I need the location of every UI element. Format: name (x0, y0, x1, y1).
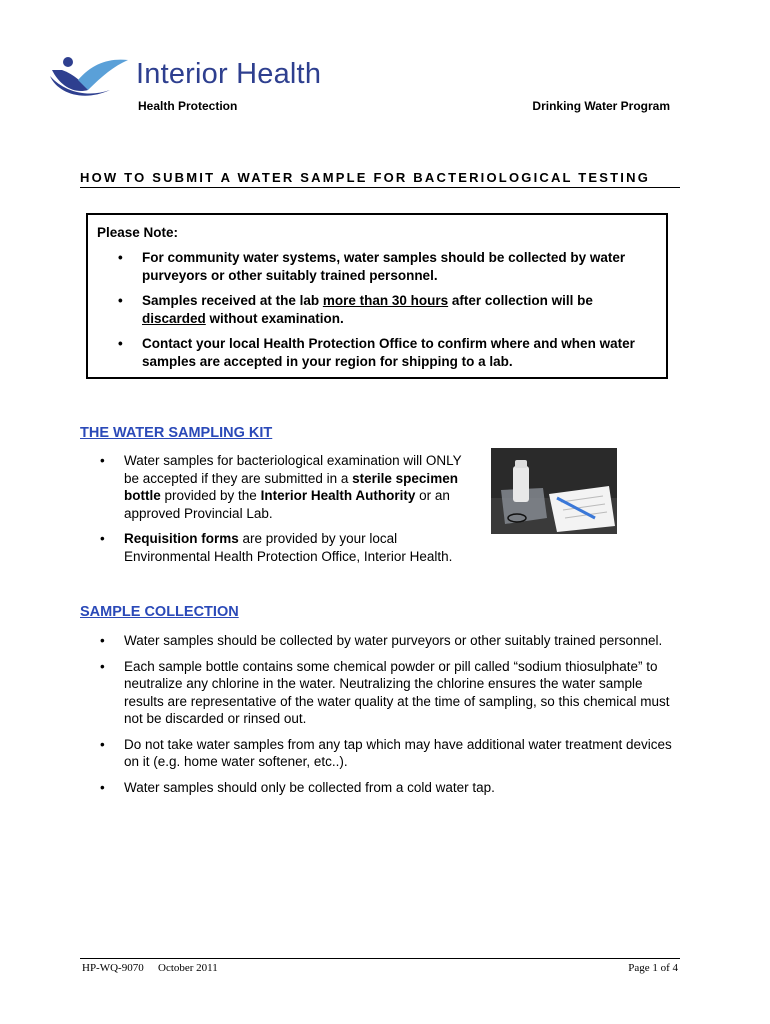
section-heading-kit: THE WATER SAMPLING KIT (80, 425, 273, 441)
bullet-icon: • (100, 779, 105, 795)
page-number: Page 1 of 4 (628, 962, 678, 974)
list-item: • Water samples should be collected by water purveyors or other suitably trained personnel. (100, 633, 663, 648)
bullet-icon: • (118, 293, 123, 308)
sampling-kit-photo (491, 448, 617, 534)
note-list (88, 249, 666, 378)
emphasis-discarded: discarded (142, 310, 206, 326)
section-heading-collection: SAMPLE COLLECTION (80, 604, 239, 620)
collection-list (80, 632, 680, 804)
document-date: October 2011 (158, 962, 218, 974)
footer-divider (80, 958, 680, 959)
document-code: HP-WQ-9070 (82, 962, 144, 974)
bullet-icon: • (100, 736, 105, 752)
brand-name: Interior Health (136, 58, 322, 90)
header-department: Health Protection (138, 99, 238, 113)
bullet-icon: • (118, 336, 123, 351)
bullet-icon: • (100, 453, 105, 468)
title-divider (80, 187, 680, 188)
bullet-icon: • (100, 531, 105, 546)
bullet-icon: • (100, 633, 105, 648)
list-item: • Each sample bottle contains some chemical powder or pill called “sodium thiosulphate” to neutralize any chlorine in the water. Neutralizing the chlorine ensures the water sample results are representative of the water quality at the time of sampling, so this chemical must not be discarded or rinsed out. (100, 658, 670, 726)
kit-list (80, 452, 480, 573)
bullet-icon: • (100, 658, 105, 674)
list-item: • Do not take water samples from any tap which may have additional water treatment devices on it (e.g. home water softener, etc..). (100, 736, 672, 769)
list-item: • Water samples should only be collected from a cold water tap. (100, 779, 495, 795)
note-item: • Samples received at the lab more than 30 hours after collection will be discarded without examination. (118, 293, 593, 326)
page-title: HOW TO SUBMIT A WATER SAMPLE FOR BACTERIOLOGICAL TESTING (80, 170, 651, 185)
list-item: • Requisition forms are provided by your local Environmental Health Protection Office, Interior Health. (100, 531, 453, 564)
note-item: • For community water systems, water samples should be collected by water purveyors or other suitably trained personnel. (118, 250, 626, 283)
header-program: Drinking Water Program (532, 99, 670, 113)
note-item: • Contact your local Health Protection Office to confirm where and when water samples are accepted in your region for shipping to a lab. (118, 336, 635, 369)
please-note-box (86, 213, 668, 379)
bullet-icon: • (118, 250, 123, 265)
emphasis-hours: more than 30 hours (322, 293, 449, 308)
note-heading: Please Note: (97, 225, 179, 240)
interior-health-logo (48, 50, 138, 102)
list-item: • Water samples for bacteriological examination will ONLY be accepted if they are submitted in a sterile specimen bottle provided by the Interior Health Authority or an approved Provincial Lab. (100, 453, 462, 521)
